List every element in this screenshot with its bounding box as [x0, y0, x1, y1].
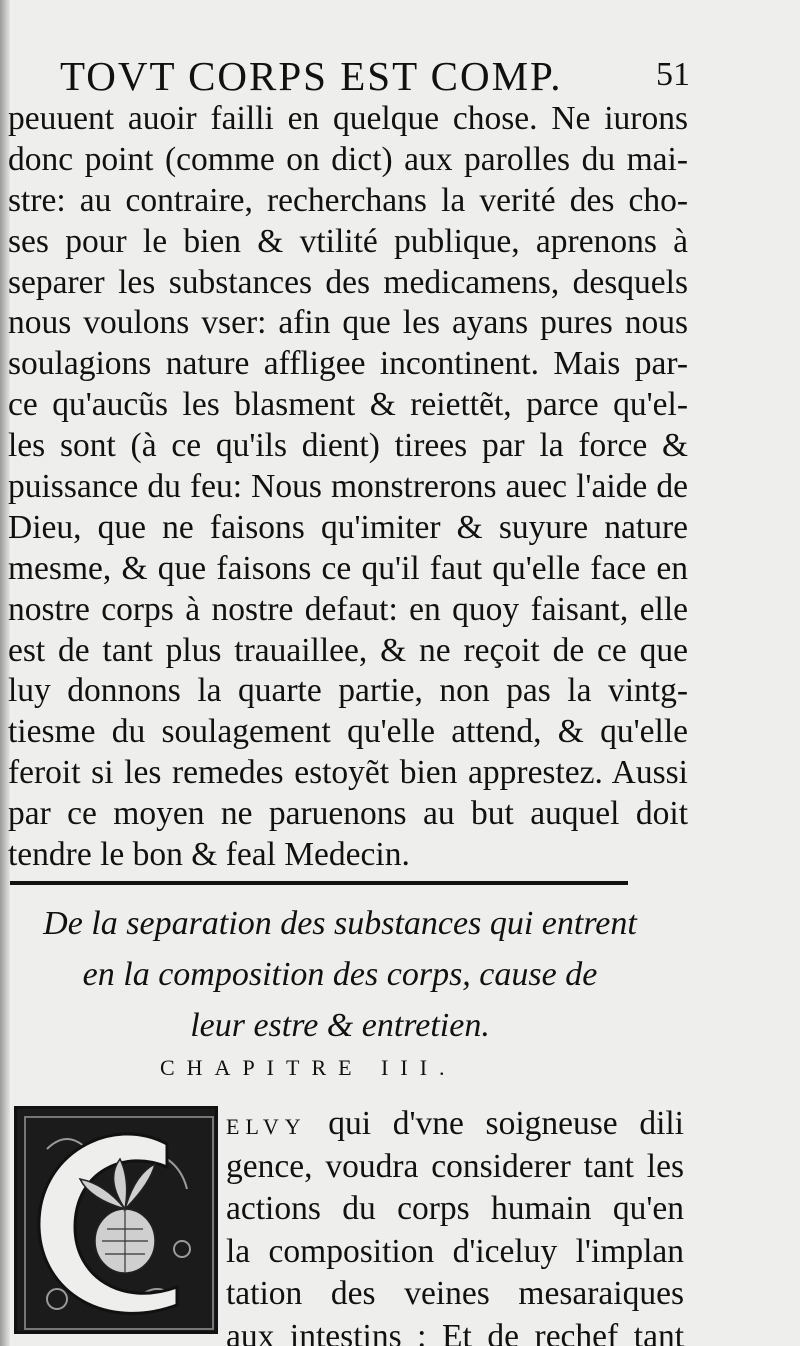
text-line: feroit si les remedes estoyẽt bien apprestez. Aussi	[8, 754, 688, 792]
text-line: nous voulons vser: afin que les ayans pures nous	[8, 304, 688, 342]
body-paragraph	[8, 99, 688, 876]
text-line: stre: au contraire, recherchans la verité des cho-	[8, 181, 688, 219]
page-header	[60, 52, 690, 102]
text-line: mesme, & que faisons ce qu'il faut qu'elle face en	[8, 549, 688, 587]
heading-line: en la composition des corps, cause de	[82, 956, 598, 993]
text-line: par ce moyen ne paruenons au but auquel doit	[8, 795, 688, 833]
section-divider	[10, 881, 628, 885]
small-caps-word: ELVY	[226, 1114, 307, 1139]
section-heading	[20, 898, 660, 1051]
text-line: separer les substances des medicamens, desquels	[8, 263, 688, 301]
running-head: TOVT CORPS EST COMP.	[60, 53, 563, 99]
text-line: luy donnons la quarte partie, non pas la vintg-	[8, 672, 688, 710]
text-line: tation des veines mesaraiques	[226, 1275, 684, 1312]
text-line: les sont (à ce qu'ils dient) tirees par la force &	[8, 427, 688, 465]
text-line-rest: qui d'vne soigneuse dili	[306, 1105, 684, 1142]
text-line: donc point (comme on dict) aux parolles du mai-	[8, 140, 688, 178]
heading-line: leur estre & entretien.	[190, 1007, 490, 1044]
text-line: puissance du feu: Nous monstrerons auec l'aide de	[8, 468, 688, 506]
text-line: tiesme du soulagement qu'elle attend, & qu'elle	[8, 713, 688, 751]
text-line: est de tant plus trauaillee, & ne reçoit de ce que	[8, 631, 688, 669]
chapter-opening-paragraph	[226, 1103, 684, 1346]
text-line: nostre corps à nostre defaut: en quoy faisant, elle	[8, 590, 688, 628]
text-line: aux intestins : Et de rechef tant	[226, 1317, 684, 1346]
text-line: tendre le bon & feal Medecin.	[8, 836, 410, 874]
text-line	[226, 1103, 684, 1146]
ornate-initial-c-icon	[14, 1106, 218, 1334]
text-line: la composition d'iceluy l'implan	[226, 1232, 684, 1270]
heading-line: De la separation des substances qui entrent	[43, 905, 637, 942]
text-line: actions du corps humain qu'en	[226, 1190, 684, 1227]
text-line: peuuent auoir failli en quelque chose. Ne iurons	[8, 100, 688, 137]
text-line: soulagions nature affligee incontinent. Mais par-	[8, 345, 688, 383]
chapter-label: CHAPITRE III.	[160, 1055, 457, 1080]
text-line: Dieu, que ne faisons qu'imiter & suyure nature	[8, 508, 688, 546]
text-line: ce qu'aucũs les blasment & reiettẽt, parce qu'el-	[8, 386, 688, 424]
page-number: 51	[656, 56, 690, 93]
text-line: ses pour le bien & vtilité publique, aprenons à	[8, 222, 688, 260]
text-line: gence, voudra considerer tant les	[226, 1147, 684, 1185]
